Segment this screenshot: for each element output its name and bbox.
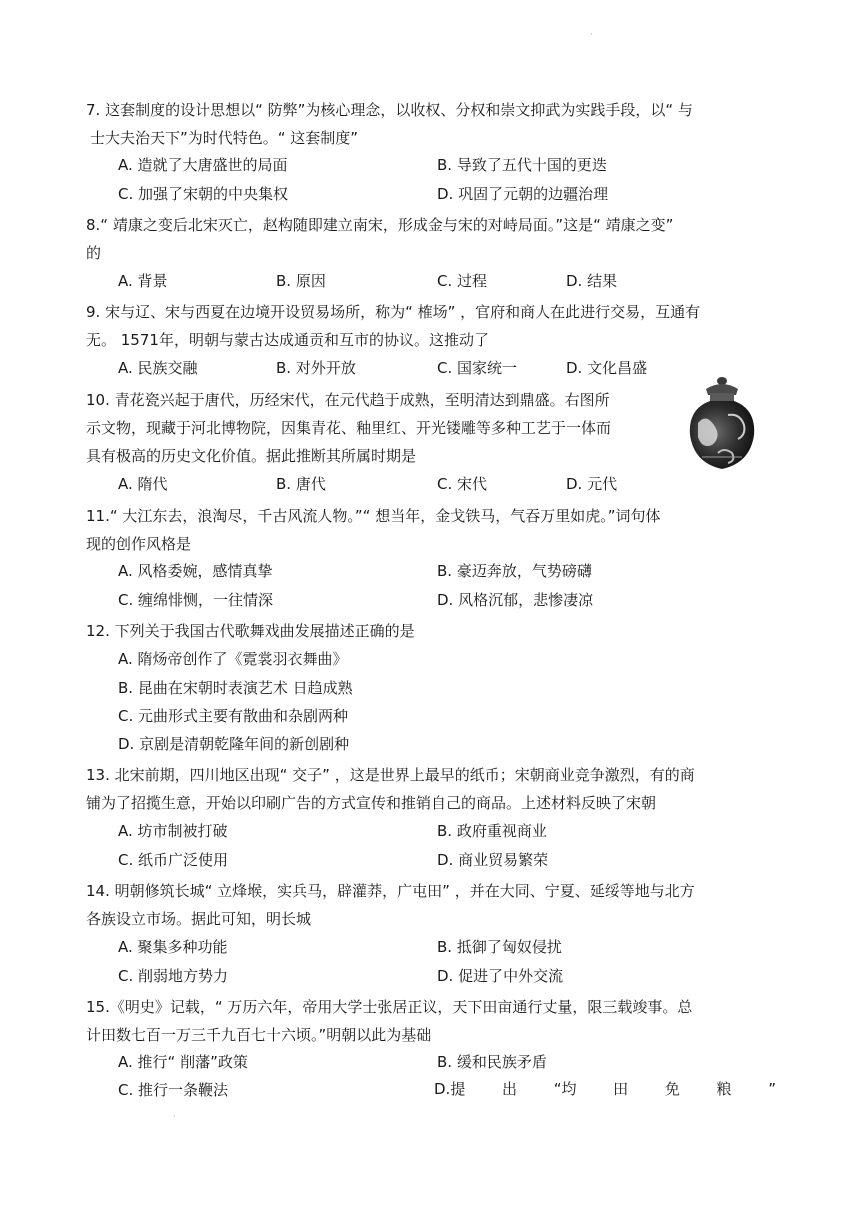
q8-stem-line2: 的 bbox=[86, 244, 102, 262]
q11-stem-line2: 现的创作风格是 bbox=[86, 535, 192, 553]
q14-stem-line1: 14. 明朝修筑长城“ 立烽堠，实兵马，辟灌莽，广屯田” ，并在大同、宁夏、延绥等地与北方 bbox=[86, 882, 695, 900]
q7-option-b[interactable]: B. 导致了五代十国的更迭 bbox=[437, 156, 607, 174]
q10-option-a[interactable]: A. 隋代 bbox=[118, 475, 168, 493]
q10-stem-line2: 示文物，现藏于河北博物院，因集青花、釉里红、开光镂雕等多种工艺于一体而 bbox=[86, 419, 612, 437]
q15-option-d[interactable] bbox=[434, 1079, 776, 1099]
q15-stem-line2: 计田数七百一万三千九百七十六顷。”明朝以此为基础 bbox=[86, 1026, 432, 1044]
q15-option-b[interactable]: B. 缓和民族矛盾 bbox=[437, 1053, 547, 1071]
q12-option-a[interactable]: A. 隋炀帝创作了《霓裳羽衣舞曲》 bbox=[118, 650, 348, 668]
q15-option-d-part: 粮 bbox=[716, 1080, 732, 1098]
blue-white-porcelain-jar-icon bbox=[684, 373, 760, 473]
q9-option-d[interactable]: D. 文化昌盛 bbox=[566, 359, 648, 377]
q10-stem-line1: 10. 青花瓷兴起于唐代，历经宋代，在元代趋于成熟，至明清达到鼎盛。右图所 bbox=[86, 391, 610, 409]
q8-option-b[interactable]: B. 原因 bbox=[276, 272, 326, 290]
q8-stem-line1: 8.“ 靖康之变后北宋灭亡，赵构随即建立南宋，形成金与宋的对峙局面。”这是“ 靖康之变” bbox=[86, 216, 674, 234]
q13-stem-line2: 铺为了招揽生意，开始以印刷广告的方式宣传和推销自己的商品。上述材料反映了宋朝 bbox=[86, 794, 657, 812]
q9-stem-line2: 无。 1571年，明朝与蒙古达成通贡和互市的协议。这推动了 bbox=[86, 331, 489, 349]
q14-option-d[interactable]: D. 促进了中外交流 bbox=[437, 967, 564, 985]
q11-stem-line1: 11.“ 大江东去，浪淘尽，千古风流人物。”“ 想当年，金戈铁马，气吞万里如虎。”词句体 bbox=[86, 507, 661, 525]
q7-option-d[interactable]: D. 巩固了元朝的边疆治理 bbox=[437, 185, 609, 203]
q14-option-c[interactable]: C. 削弱地方势力 bbox=[118, 967, 229, 985]
q13-option-b[interactable]: B. 政府重视商业 bbox=[437, 822, 547, 840]
stray-dot: · bbox=[590, 30, 593, 39]
q14-option-a[interactable]: A. 聚集多种功能 bbox=[118, 938, 228, 956]
q12-option-c[interactable]: C. 元曲形式主要有散曲和杂剧两种 bbox=[118, 707, 349, 725]
stray-dot: · bbox=[173, 1112, 176, 1121]
q11-option-c[interactable]: C. 缠绵悱恻，一往情深 bbox=[118, 591, 274, 609]
q13-option-d[interactable]: D. 商业贸易繁荣 bbox=[437, 851, 549, 869]
q15-option-a[interactable]: A. 推行“ 削藩”政策 bbox=[118, 1053, 248, 1071]
q7-option-a[interactable]: A. 造就了大唐盛世的局面 bbox=[118, 156, 288, 174]
q7-option-c[interactable]: C. 加强了宋朝的中央集权 bbox=[118, 185, 289, 203]
q15-option-c[interactable]: C. 推行一条鞭法 bbox=[118, 1081, 229, 1099]
q11-option-a[interactable]: A. 风格委婉，感情真挚 bbox=[118, 562, 273, 580]
q10-option-c[interactable]: C. 宋代 bbox=[437, 475, 488, 493]
q15-option-d-part: 出 bbox=[502, 1080, 518, 1098]
q14-option-b[interactable]: B. 抵御了匈奴侵扰 bbox=[437, 938, 562, 956]
q11-option-d[interactable]: D. 风格沉郁，悲惨凄凉 bbox=[437, 591, 594, 609]
q10-option-b[interactable]: B. 唐代 bbox=[276, 475, 326, 493]
q9-option-c[interactable]: C. 国家统一 bbox=[437, 359, 518, 377]
q15-option-d-part: 田 bbox=[613, 1080, 629, 1098]
q10-stem-line3: 具有极高的历史文化价值。据此推断其所属时期是 bbox=[86, 447, 417, 465]
q7-stem-line2: 士大夫治天下”为时代特色。“ 这套制度” bbox=[90, 129, 359, 147]
q15-option-d-part: ” bbox=[768, 1080, 776, 1098]
q13-stem-line1: 13. 北宋前期，四川地区出现“ 交子” ，这是世界上最早的纸币；宋朝商业竞争激烈，有的商 bbox=[86, 766, 695, 784]
q8-option-d[interactable]: D. 结果 bbox=[566, 272, 618, 290]
q8-option-c[interactable]: C. 过程 bbox=[437, 272, 488, 290]
q9-option-b[interactable]: B. 对外开放 bbox=[276, 359, 356, 377]
q14-stem-line2: 各族设立市场。据此可知，明长城 bbox=[86, 910, 312, 928]
q12-option-d[interactable]: D. 京剧是清朝乾隆年间的新创剧种 bbox=[118, 735, 350, 753]
q15-option-d-part: 免 bbox=[664, 1080, 680, 1098]
q7-stem-line1: 7. 这套制度的设计思想以“ 防弊”为核心理念，以收权、分权和崇文抑武为实践手段，以“ 与 bbox=[86, 101, 693, 119]
q12-option-b[interactable]: B. 昆曲在宋朝时表演艺术 日趋成熟 bbox=[118, 679, 353, 697]
q12-stem: 12. 下列关于我国古代歌舞戏曲发展描述正确的是 bbox=[86, 622, 415, 640]
q10-option-d[interactable]: D. 元代 bbox=[566, 475, 618, 493]
q13-option-c[interactable]: C. 纸币广泛使用 bbox=[118, 851, 229, 869]
q15-option-d-part: D.提 bbox=[434, 1080, 466, 1098]
q8-option-a[interactable]: A. 背景 bbox=[118, 272, 168, 290]
q11-option-b[interactable]: B. 豪迈奔放，气势磅礴 bbox=[437, 562, 592, 580]
q9-option-a[interactable]: A. 民族交融 bbox=[118, 359, 198, 377]
q15-option-d-part: “均 bbox=[553, 1080, 577, 1098]
q15-stem-line1: 15.《明史》记载，“ 万历六年，帝用大学士张居正议，天下田亩通行丈量，限三载竣事。总 bbox=[86, 998, 693, 1016]
q13-option-a[interactable]: A. 坊市制被打破 bbox=[118, 822, 228, 840]
q9-stem-line1: 9. 宋与辽、宋与西夏在边境开设贸易场所，称为“ 榷场” ，官府和商人在此进行交易，互通有 bbox=[86, 303, 701, 321]
